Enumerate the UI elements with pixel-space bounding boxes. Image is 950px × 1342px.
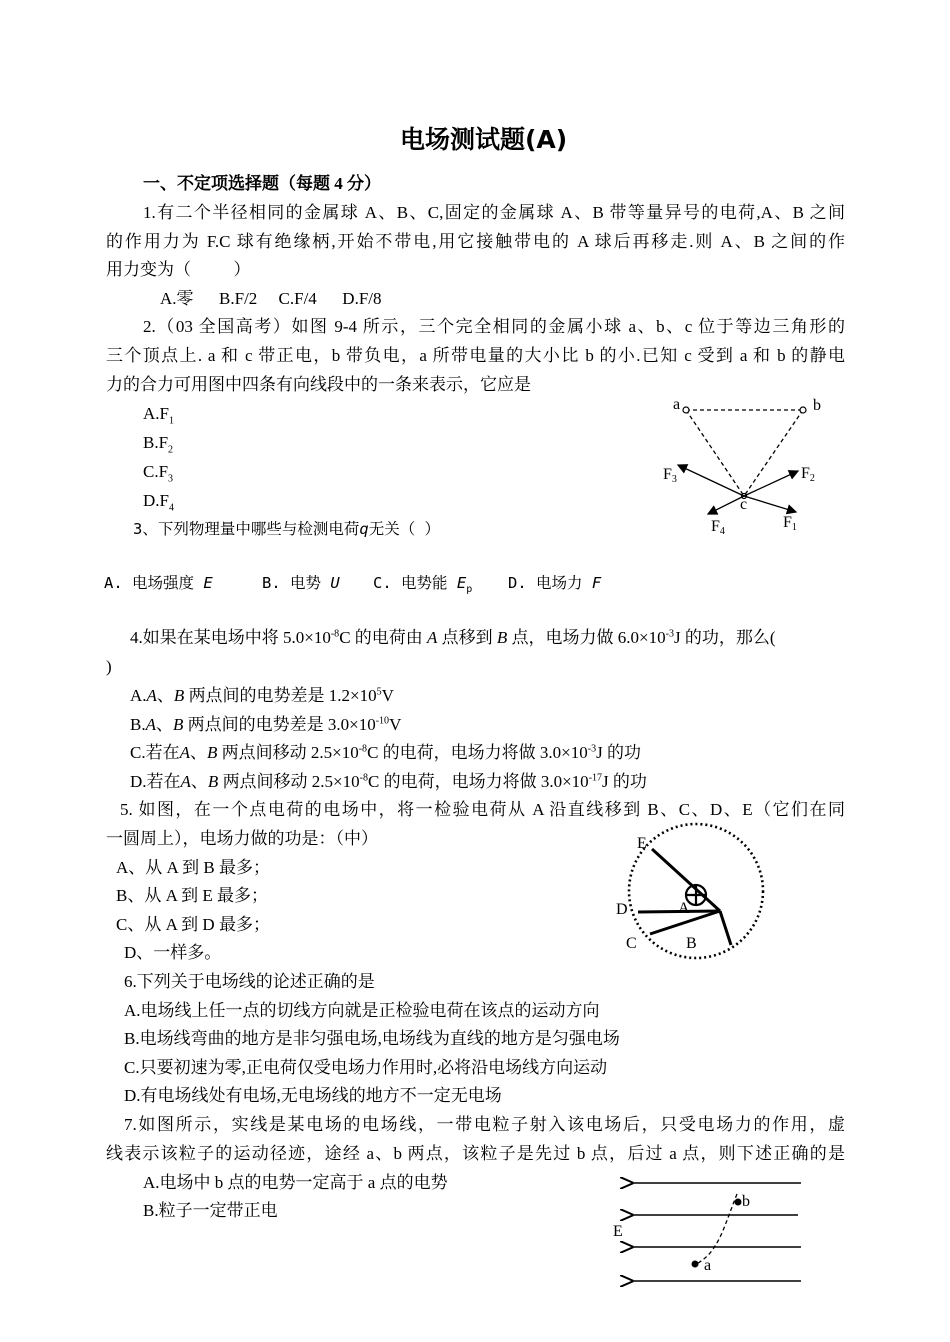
label-a: A (678, 900, 690, 917)
q6-option-b: B.电场线弯曲的地方是非匀强电场,电场线为直线的地方是匀强电场 (124, 1029, 620, 1048)
point-a (692, 1261, 699, 1268)
field-lines-diagram (605, 1170, 810, 1295)
label-e: E (637, 835, 647, 852)
label-e: E (613, 1223, 623, 1240)
q4-option-d: D.若在A、B 两点间移动 $2.5\times 10^{-8}C$ 的电荷，电场力将做 $3.0\times 10^{-17}J$ 的功 (130, 772, 647, 791)
page-title: 电场测试题(A) (400, 125, 568, 154)
q4-line2: ) (106, 657, 112, 676)
label-f3: F3 (663, 466, 677, 485)
q5-option-a: A、从 A 到 B 最多； (116, 858, 270, 877)
label-f2: F2 (801, 465, 815, 484)
label-c: c (740, 496, 748, 513)
q2-line3: 力的合力可用图中四条有向线段中的一条来表示，它应是 (106, 375, 531, 394)
q4-option-a: A.A、B 两点间的电势差是 $1.2\times 10^5V$ (130, 686, 394, 705)
path-ab (720, 911, 731, 945)
q7-option-a: A.电场中 b 点的电势一定高于 a 点的电势 (143, 1173, 448, 1192)
q2-option-b: $B.F_2$ (143, 433, 174, 456)
q3-option-b: B. 电势 U (262, 574, 340, 592)
label-b: b (742, 1193, 750, 1210)
q6-option-d: D.有电场线处有电场,无电场线的地方不一定无电场 (124, 1086, 502, 1105)
label-a: a (673, 396, 681, 413)
q2-option-a: $A.F_1$ (143, 404, 174, 427)
q2-line2: 三个顶点上. a 和 c 带正电，b 带负电，a 所带电量的大小比 b 的小.已知 c 受到 a 和 b 的静电 (106, 346, 845, 365)
q2-line1: 2.（03 全国高考）如图 9-4 所示，三个完全相同的金属小球 a、b、c 位于等边三角形的 (143, 317, 845, 336)
q3-option-c: C. 电势能 $E_p$ (373, 574, 473, 596)
ball-b (800, 407, 806, 413)
q5-line2: 一圆周上），电场力做的功是：（中） (106, 829, 378, 848)
q1-line3: 用力变为（ ） (106, 260, 251, 279)
q1-line1: 1.有二个半径相同的金属球 A、B、C,固定的金属球 A、B 带等量异号的电荷,A、B 之间 (143, 203, 845, 222)
q6-option-a: A.电场线上任一点的切线方向就是正检验电荷在该点的运动方向 (124, 1001, 600, 1020)
q2-option-d: $D.F_4$ (143, 491, 174, 514)
arrow-f1 (744, 496, 796, 512)
particle-trajectory (695, 1194, 737, 1265)
q3-option-a: A. 电场强度 E (104, 574, 213, 592)
q1-options: A.零 B.F/2 C.F/4 D.F/8 (160, 289, 382, 308)
label-c: C (626, 935, 637, 952)
triangle-force-diagram (655, 390, 855, 540)
label-f1: F1 (783, 514, 797, 533)
arrow-f4 (708, 496, 744, 514)
q6-option-c: C.只要初速为零,正电荷仅受电场力作用时,必将沿电场线方向运动 (124, 1058, 608, 1077)
label-b: b (813, 397, 821, 414)
q5-line1: 5. 如图，在一个点电荷的电场中，将一检验电荷从 A 沿直线移到 B、C、D、E（它们在同 (120, 800, 845, 819)
arrow-f2 (744, 471, 798, 496)
section-heading: 一、不定项选择题（每题 4 分） (143, 174, 381, 193)
label-f4: F4 (711, 518, 725, 537)
side-ac (686, 410, 744, 496)
q4-line1: 4.如果在某电场中将 $5.0\times 10^{-8}C$ 的电荷由 A 点移到 B 点，电场力做 $6.0\times 10^{-3}J$ 的功，那么( (130, 628, 776, 647)
q6-stem: 6.下列关于电场线的论述正确的是 (124, 972, 375, 991)
q5-option-b: B、从 A 到 E 最多； (116, 886, 269, 905)
q1-line2: 的作用力为 F.C 球有绝缘柄,开始不带电,用它接触带电的 A 球后再移走.则 A、B 之间的作 (106, 232, 845, 251)
q5-option-c: C、从 A 到 D 最多； (116, 915, 270, 934)
point-b (735, 1199, 742, 1206)
q4-option-c: C.若在A、B 两点间移动 $2.5\times 10^{-8}C$ 的电荷，电场力将做 $3.0\times 10^{-3}J$ 的功 (130, 743, 641, 762)
ball-a (683, 407, 689, 413)
q7-option-b: B.粒子一定带正电 (143, 1201, 278, 1220)
q3-option-d: D. 电场力 F (508, 574, 602, 592)
q4-option-b: B.A、B 两点间的电势差是 $3.0\times 10^{-10}V$ (130, 715, 402, 734)
q5-option-d: D、一样多。 (124, 943, 222, 962)
q7-line1: 7.如图所示，实线是某电场的电场线，一带电粒子射入该电场后，只受电场力的作用，虚 (124, 1115, 845, 1134)
q3-stem: 3、下列物理量中哪些与检测电荷q无关（ ） (133, 520, 441, 538)
q7-line2: 线表示该粒子的运动径迹，途经 a、b 两点，该粒子是先过 b 点，后过 a 点，则下述正确的是 (106, 1144, 845, 1163)
q2-option-c: $C.F_3$ (143, 462, 174, 485)
side-bc (744, 410, 803, 496)
circle-charge-diagram (610, 828, 770, 963)
label-d: D (616, 901, 628, 918)
label-a: a (704, 1257, 712, 1274)
label-b: B (686, 935, 697, 952)
